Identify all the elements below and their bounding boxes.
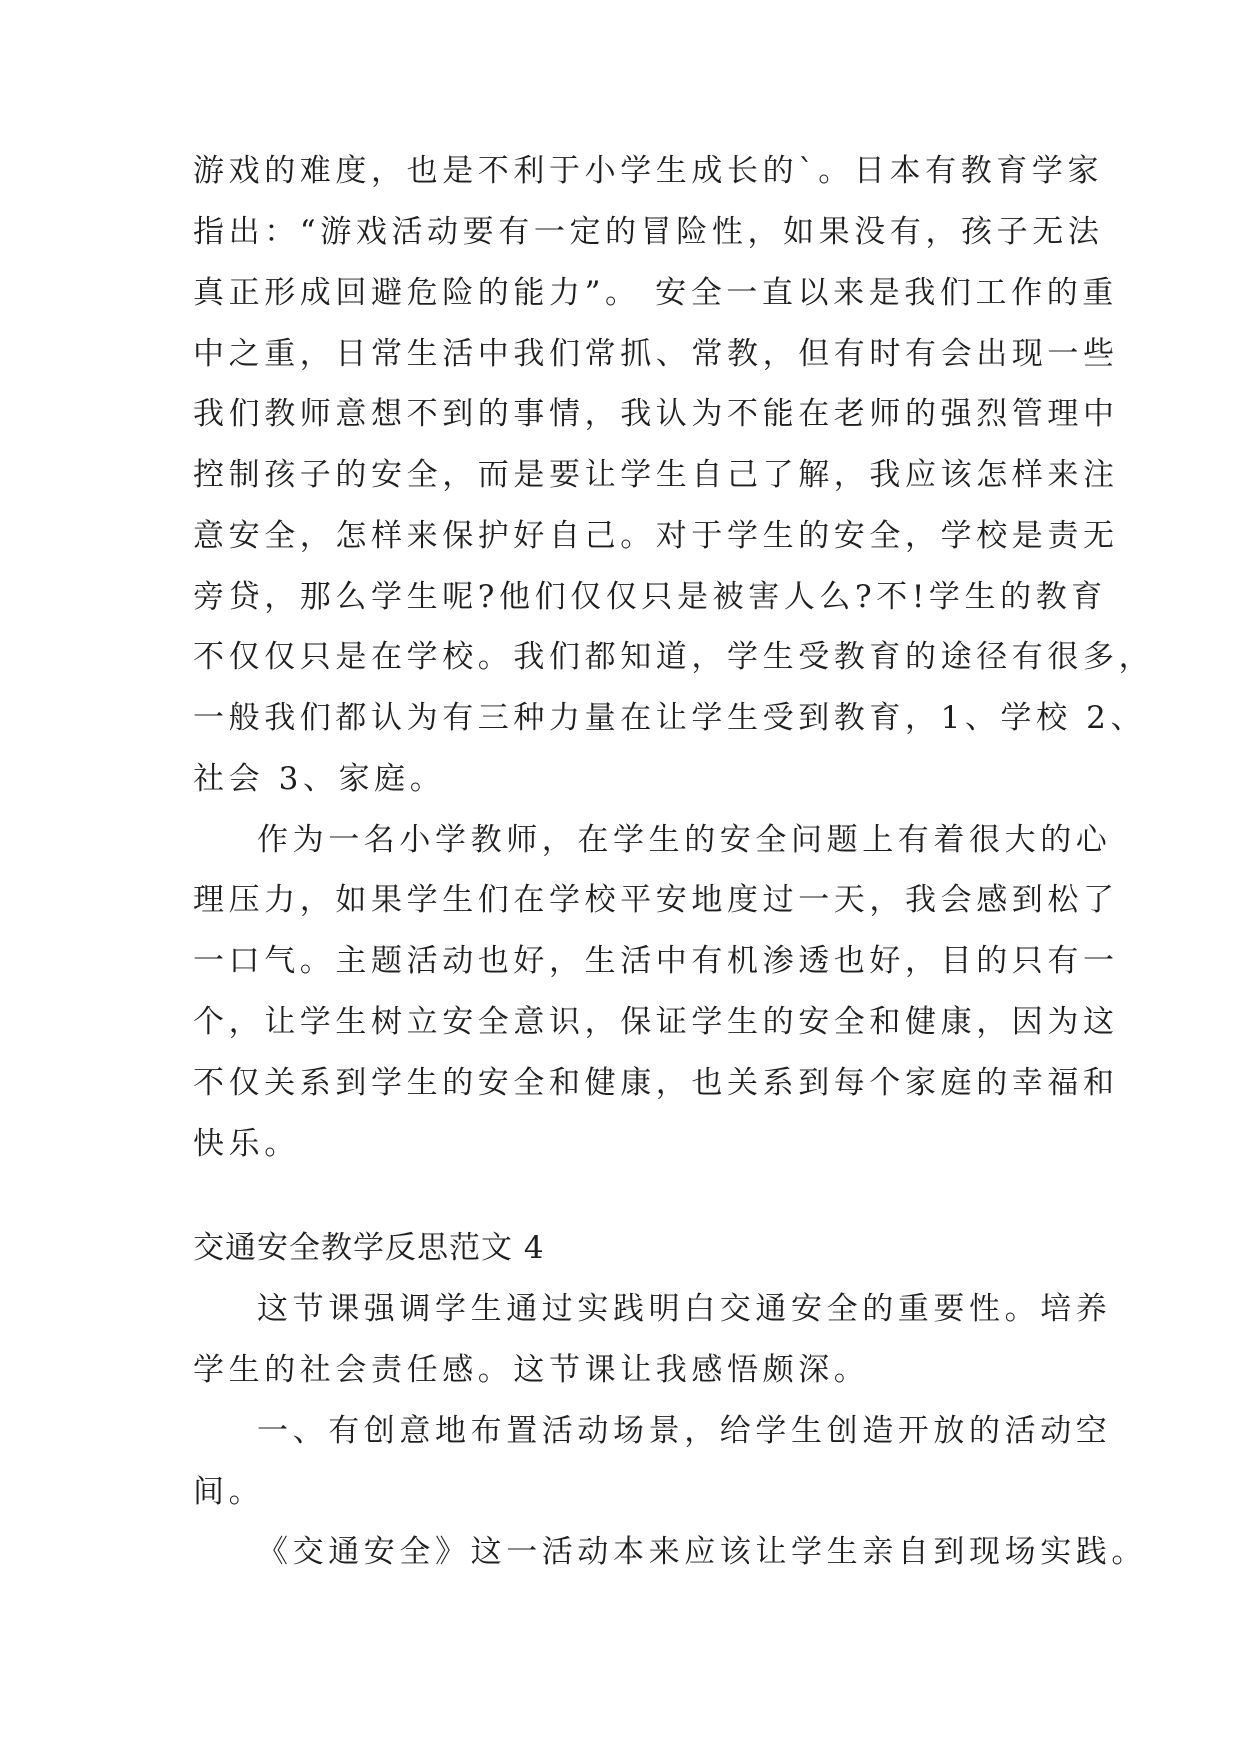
paragraph-1-line-5: 我们教师意想不到的事情，我认为不能在老师的强烈管理中 [193, 396, 1119, 432]
section-heading: 交通安全教学反思范文 4 [193, 1230, 545, 1266]
paragraph-2-line-5: 不仅关系到学生的安全和健康，也关系到每个家庭的幸福和 [193, 1065, 1119, 1101]
paragraph-1-line-4: 中之重，日常生活中我们常抓、常教，但有时有会出现一些 [193, 336, 1119, 372]
paragraph-2-line-6: 快乐。 [193, 1126, 300, 1162]
paragraph-1-line-7: 意安全，怎样来保护好自己。对于学生的安全，学校是责无 [193, 518, 1119, 554]
paragraph-1-line-11: 社会 3、家庭。 [193, 761, 446, 797]
paragraph-1-line-8: 旁贷，那么学生呢?他们仅仅只是被害人么?不!学生的教育 [193, 579, 1107, 615]
paragraph-4-line-1: 一、有创意地布置活动场景，给学生创造开放的活动空 [257, 1413, 1112, 1449]
paragraph-3-line-2: 学生的社会责任感。这节课让我感悟颇深。 [193, 1352, 870, 1388]
paragraph-1-line-10: 一般我们都认为有三种力量在让学生受到教育，1、学校 2、 [193, 700, 1147, 736]
paragraph-2-line-2: 理压力，如果学生们在学校平安地度过一天，我会感到松了 [193, 882, 1119, 918]
paragraph-3-line-1: 这节课强调学生通过实践明白交通安全的重要性。培养 [257, 1291, 1112, 1327]
paragraph-1-line-1: 游戏的难度，也是不利于小学生成长的`。日本有教育学家 [193, 153, 1104, 189]
paragraph-2-line-4: 个，让学生树立安全意识，保证学生的安全和健康，因为这 [193, 1004, 1119, 1040]
paragraph-4-line-2: 间。 [193, 1474, 265, 1510]
paragraph-1-line-3: 真正形成回避危险的能力”。 安全一直以来是我们工作的重 [193, 275, 1118, 311]
paragraph-1-line-9: 不仅仅只是在学校。我们都知道，学生受教育的途径有很多， [193, 639, 1155, 675]
paragraph-5-line-1: 《交通安全》这一活动本来应该让学生亲自到现场实践。 [257, 1534, 1147, 1570]
paragraph-1-line-6: 控制孩子的安全，而是要让学生自己了解，我应该怎样来注 [193, 457, 1119, 493]
paragraph-1-line-2: 指出：“游戏活动要有一定的冒险性，如果没有，孩子无法 [193, 214, 1104, 250]
paragraph-2-line-1: 作为一名小学教师，在学生的安全问题上有着很大的心 [257, 822, 1112, 858]
paragraph-2-line-3: 一口气。主题活动也好，生活中有机渗透也好，目的只有一 [193, 943, 1119, 979]
